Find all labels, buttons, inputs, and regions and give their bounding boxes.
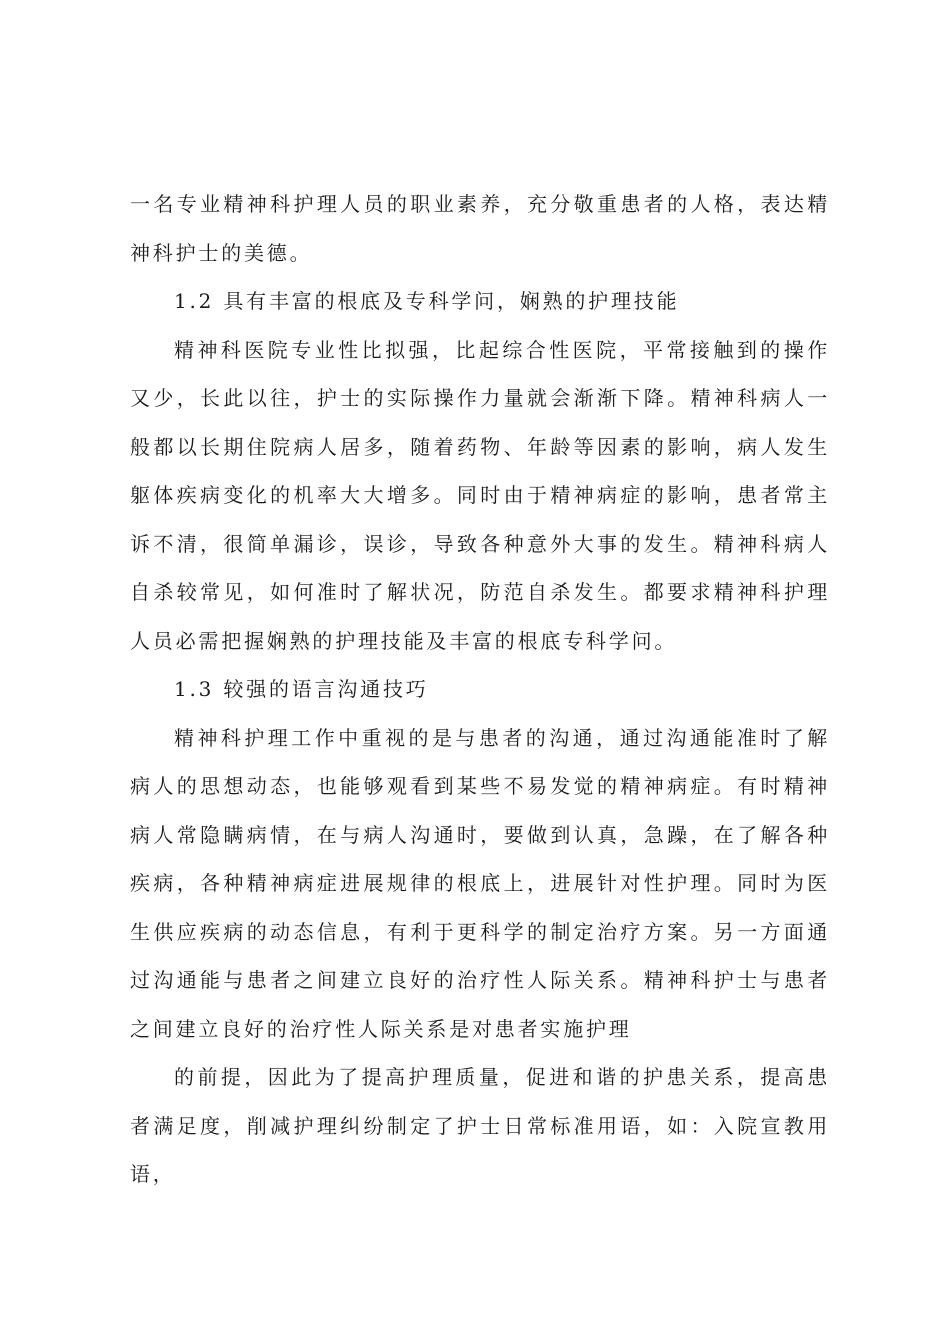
- section-heading-1-2: 1.2 具有丰富的根底及专科学问，娴熟的护理技能: [174, 289, 680, 313]
- paragraph-nursing-skills: 精神科医院专业性比拟强，比起综合性医院，平常接触到的操作又少，长此以往，护士的实际操作力量就会渐渐下降。精神科病人一般都以长期住院病人居多，随着药物、年龄等因素的影响，病人发生躯体疾病变化的机率大大增多。同时由于精神病症的影响，患者常主诉不清，很简单漏诊，误诊，导致各种意外大事的发生。精神科病人自杀较常见，如何准时了解状况，防范自杀发生。都要求精神科护理人员必需把握娴熟的护理技能及丰富的根底专科学问。: [130, 337, 830, 653]
- paragraph-premise: 的前提，因此为了提高护理质量，促进和谐的护患关系，提高患者满足度，削减护理纠纷制定了护士日常标准用语，如：入院宣教用语，: [130, 1065, 830, 1186]
- paragraph-communication: 精神科护理工作中重视的是与患者的沟通，通过沟通能准时了解病人的思想动态，也能够观看到某些不易发觉的精神病症。有时精神病人常隐瞒病情，在与病人沟通时，要做到认真，急躁，在了解各种疾病，各种精神病症进展规律的根底上，进展针对性护理。同时为医生供应疾病的动态信息，有利于更科学的制定治疗方案。另一方面通过沟通能与患者之间建立良好的治疗性人际关系。精神科护士与患者之间建立良好的治疗性人际关系是对患者实施护理: [130, 725, 830, 1041]
- section-heading-1-3: 1.3 较强的语言沟通技巧: [174, 677, 429, 701]
- document-body: [130, 180, 830, 1199]
- paragraph-continuation: 一名专业精神科护理人员的职业素养，充分敬重患者的人格，表达精神科护士的美德。: [130, 192, 830, 265]
